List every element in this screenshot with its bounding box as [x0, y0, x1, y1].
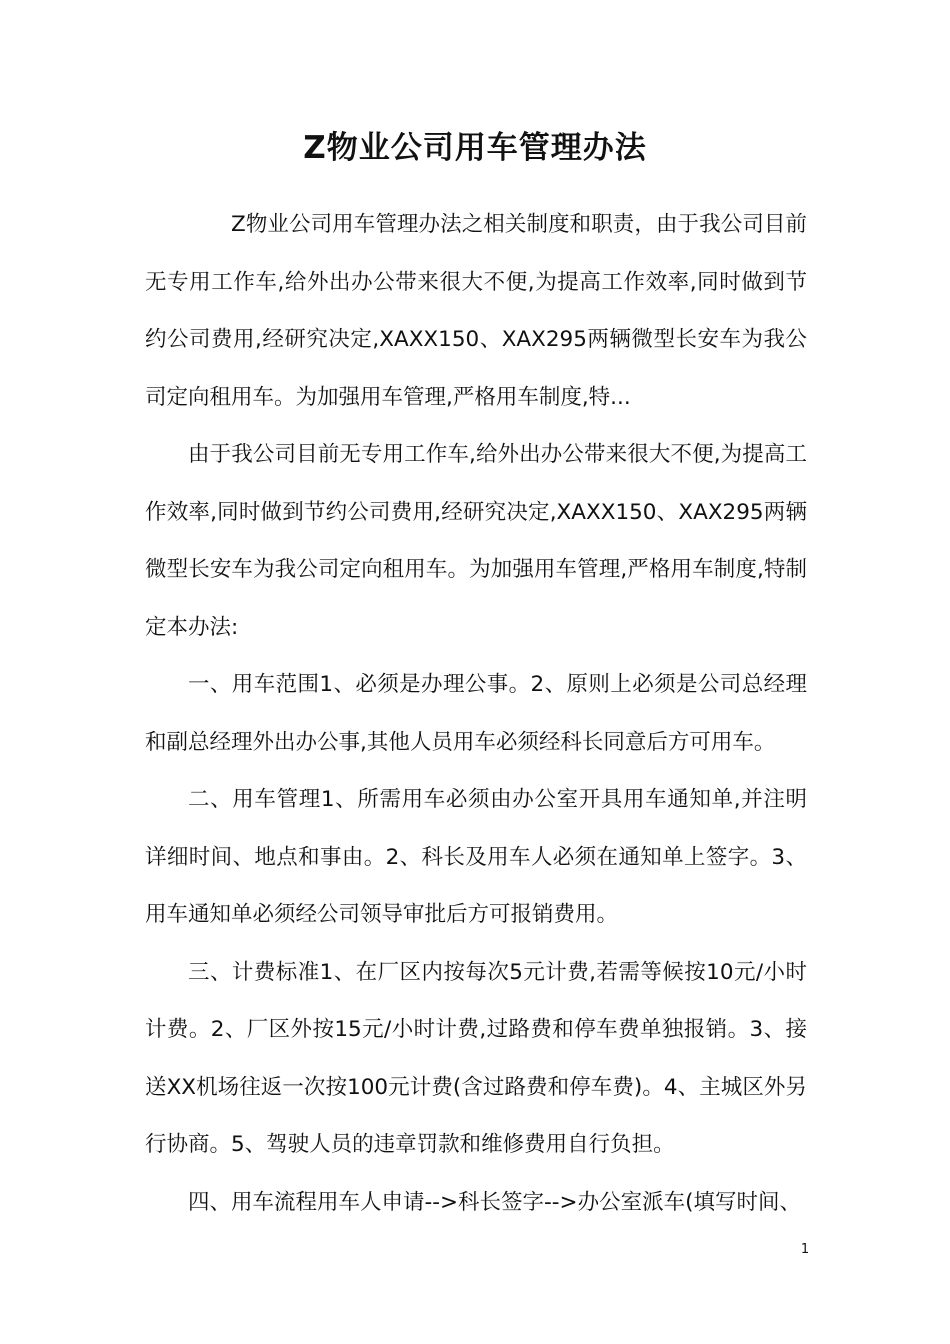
paragraph-management: 二、用车管理1、所需用车必须由办公室开具用车通知单,并注明详细时间、地点和事由。2、科长及用车人必须在通知单上签字。3、用车通知单必须经公司领导审批后方可报销费用。 [145, 787, 807, 927]
paragraph-scope: 一、用车范围1、必须是办理公事。2、原则上必须是公司总经理和副总经理外出办公事,其他人员用车必须经科长同意后方可用车。 [145, 672, 807, 755]
paragraph-fees: 三、计费标准1、在厂区内按每次5元计费,若需等候按10元/小时计费。2、厂区外按15元/小时计费,过路费和停车费单独报销。3、接送XX机场往返一次按100元计费(含过路费和停车费)。4、主城区外另行协商。5、驾驶人员的违章罚款和维修费用自行负担。 [145, 959, 807, 1157]
paragraph-purpose: 由于我公司目前无专用工作车,给外出办公带来很大不便,为提高工作效率,同时做到节约公司费用,经研究决定,XAXX150、XAX295两辆微型长安车为我公司定向租用车。为加强用车管理,严格用车制度,特制定本办法: [145, 442, 807, 640]
document-title: Z物业公司用车管理办法 [303, 130, 647, 166]
paragraph-intro: Z物业公司用车管理办法之相关制度和职责，由于我公司目前无专用工作车,给外出办公带来很大不便,为提高工作效率,同时做到节约公司费用,经研究决定,XAXX150、XAX295两辆微型长安车为我公司定向租用车。为加强用车管理,严格用车制度,特... [145, 212, 807, 410]
paragraph-process: 四、用车流程用车人申请-->科长签字-->办公室派车(填写时间、 [188, 1189, 801, 1215]
page-number: 1 [800, 1242, 810, 1257]
document-body [145, 196, 807, 1231]
